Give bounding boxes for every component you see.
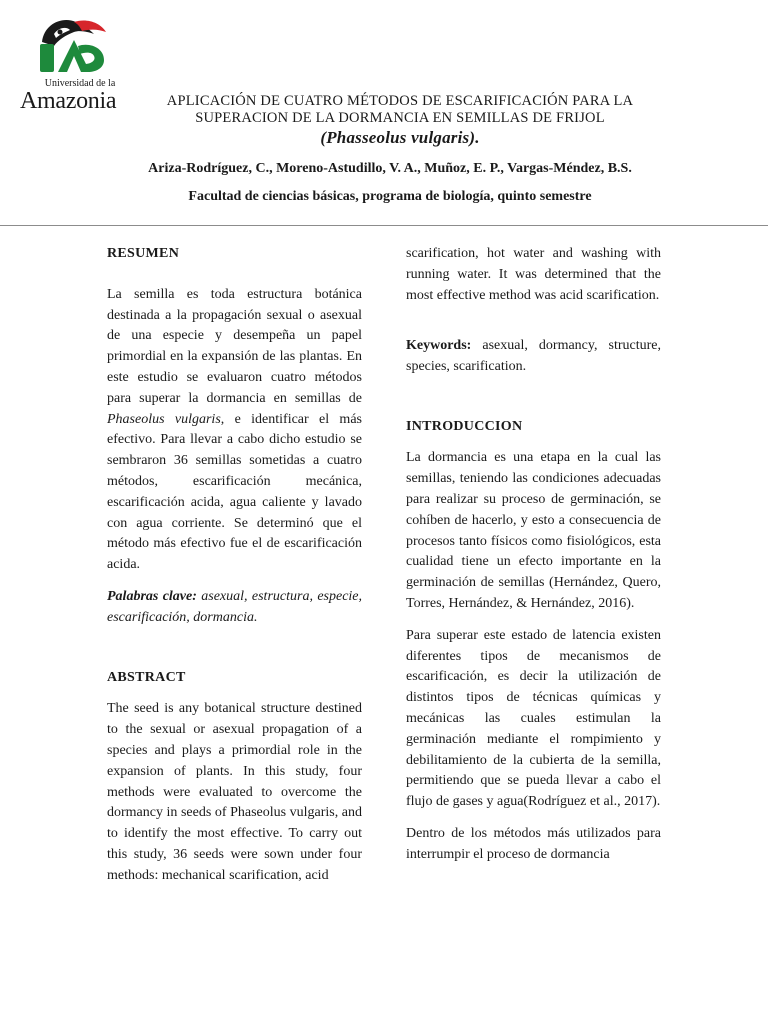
faculty-affiliation: Facultad de ciencias básicas, programa de biología, quinto semestre <box>188 189 592 204</box>
right-column <box>406 244 661 866</box>
abstract-continuation-text: scarification, hot water and washing with running water. It was determined that the most effective method was acid scarification. <box>406 246 661 303</box>
toucan-logo-icon <box>34 12 110 76</box>
paper-title-line-2: SUPERACION DE LA DORMANCIA EN SEMILLAS DE FRIJOL <box>195 110 605 126</box>
palabras-clave-text: asexual, estructura, especie, escarificación, dormancia. <box>107 588 363 625</box>
resumen-paragraph <box>107 285 362 576</box>
keywords-text: asexual, dormancy, structure, species, scarification. <box>406 338 661 374</box>
logo-university-label: Universidad de la <box>44 78 116 89</box>
paper-title-species: (Phasseolus vulgaris). <box>320 128 480 147</box>
left-column <box>107 244 362 887</box>
authors: Ariza-Rodríguez, C., Moreno-Astudillo, V. A., Muñoz, E. P., Vargas-Méndez, B.S. <box>148 161 632 176</box>
resumen-heading: RESUMEN <box>107 246 180 261</box>
introduccion-paragraph-3: Dentro de los métodos más utilizados para interrumpir el proceso de dormancia <box>406 825 661 862</box>
university-logo <box>18 12 128 114</box>
header-divider <box>0 225 768 226</box>
keywords <box>406 336 661 378</box>
paper-title-line-1: APLICACIÓN DE CUATRO MÉTODOS DE ESCARIFICACIÓN PARA LA <box>166 93 634 109</box>
keywords-label: Keywords: <box>406 338 472 353</box>
abstract-heading: ABSTRACT <box>107 669 186 685</box>
abstract-continuation <box>406 244 661 327</box>
introduccion-paragraph-2: Para superar este estado de latencia existen diferentes tipos de mecanismos de escarificación, es decir la utilización de distintos tipos de técnicas químicas y mecánicas las cuales estimulan la germinación mediante el rompimiento y debilitamiento de la cubierta de la semilla, permitiendo que se pueda llevar a cabo el flujo de gases y agua(Rodríguez et al., 2017). <box>406 627 661 810</box>
palabras-clave-label: Palabras clave: <box>107 588 197 604</box>
introduccion-heading: INTRODUCCION <box>406 418 523 434</box>
abstract-paragraph: The seed is any botanical structure destined to the sexual or asexual propagation of a species and plays a primordial role in the expansion of plants. In this study, four methods were evaluated to overcome the dormancy in seeds of Phaseolus vulgaris, and to identify the most effective. To carry out this study, 36 seeds were sown under four methods: mechanical scarification, acid <box>107 701 362 883</box>
resumen-text-b: , e identificar el más efectivo. Para llevar a cabo dicho estudio se sembraron 36 semillas sometidas a cuatro métodos, escarificación mecánica, escarificación acida, agua caliente y lavado con agua corriente. Se determinó que el método más efectivo fue el de escarificación acida. <box>107 411 362 573</box>
resumen-text-a: La semilla es toda estructura botánica destinada a la propagación sexual o asexual de una especie y desempeña un papel primordial en la expansión de las plantas. En este estudio se evaluaron cuatro métodos para superar la dormancia en semillas de <box>107 286 362 406</box>
logo-amazonia-label: Amazonia <box>20 88 117 114</box>
introduccion-paragraph-1: La dormancia es una etapa en la cual las semillas, teniendo las condiciones adecuadas para realizar su proceso de germinación, se cohíben de hacerlo, y esto a consecuencia de procesos tanto físicos como fisiológicos, esta cualidad tiene un efecto importante en la germinación de semillas (Hernández, Quero, Torres, Hernández, & Hernández, 2016). <box>406 450 661 611</box>
palabras-clave <box>107 587 362 629</box>
resumen-species: Phaseolus vulgaris <box>107 411 221 427</box>
